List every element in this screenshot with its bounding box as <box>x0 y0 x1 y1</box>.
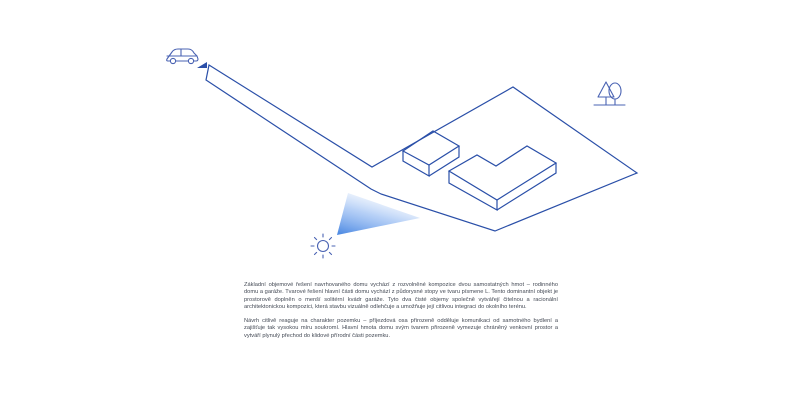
description-paragraph: Základní objemové řešení navrhovaného domu vychází z rozvolněné kompozice dvou samostatných hmot – rodinného domu a garáže. Tvarové řešení hlavní části domu vychází z půdorysné stopy ve tvaru písmene L. Tento dominantní objekt je prostorově doplněn o menší solitérní kvádr garáže. Tyto dva čisté objemy společně vytvářejí čitelnou a racionální architektonickou kompozici, která stavbu vizuálně odlehčuje a umožňuje její citlivou integraci do okolního terénu. <box>244 282 558 310</box>
driveway-marker <box>197 62 207 68</box>
site-boundary <box>206 65 637 231</box>
house-volume <box>449 146 556 210</box>
car-icon <box>167 49 198 64</box>
trees-icon <box>594 82 625 105</box>
sun-icon <box>311 234 335 258</box>
description-paragraph: Návrh citlivě reaguje na charakter pozemku – příjezdová osa přirozeně odděluje komunikaci od samotného bydlení a zajišťuje tak vysokou míru soukromí. Hlavní hmota domu svým tvarem přirozeně vymezuje chráněný venkovní prostor a vytváří plynulý přechod do klidové přírodní části pozemku. <box>244 318 558 339</box>
garage-volume <box>403 131 459 176</box>
sunlight-beam <box>337 193 420 235</box>
description-text <box>244 282 558 347</box>
